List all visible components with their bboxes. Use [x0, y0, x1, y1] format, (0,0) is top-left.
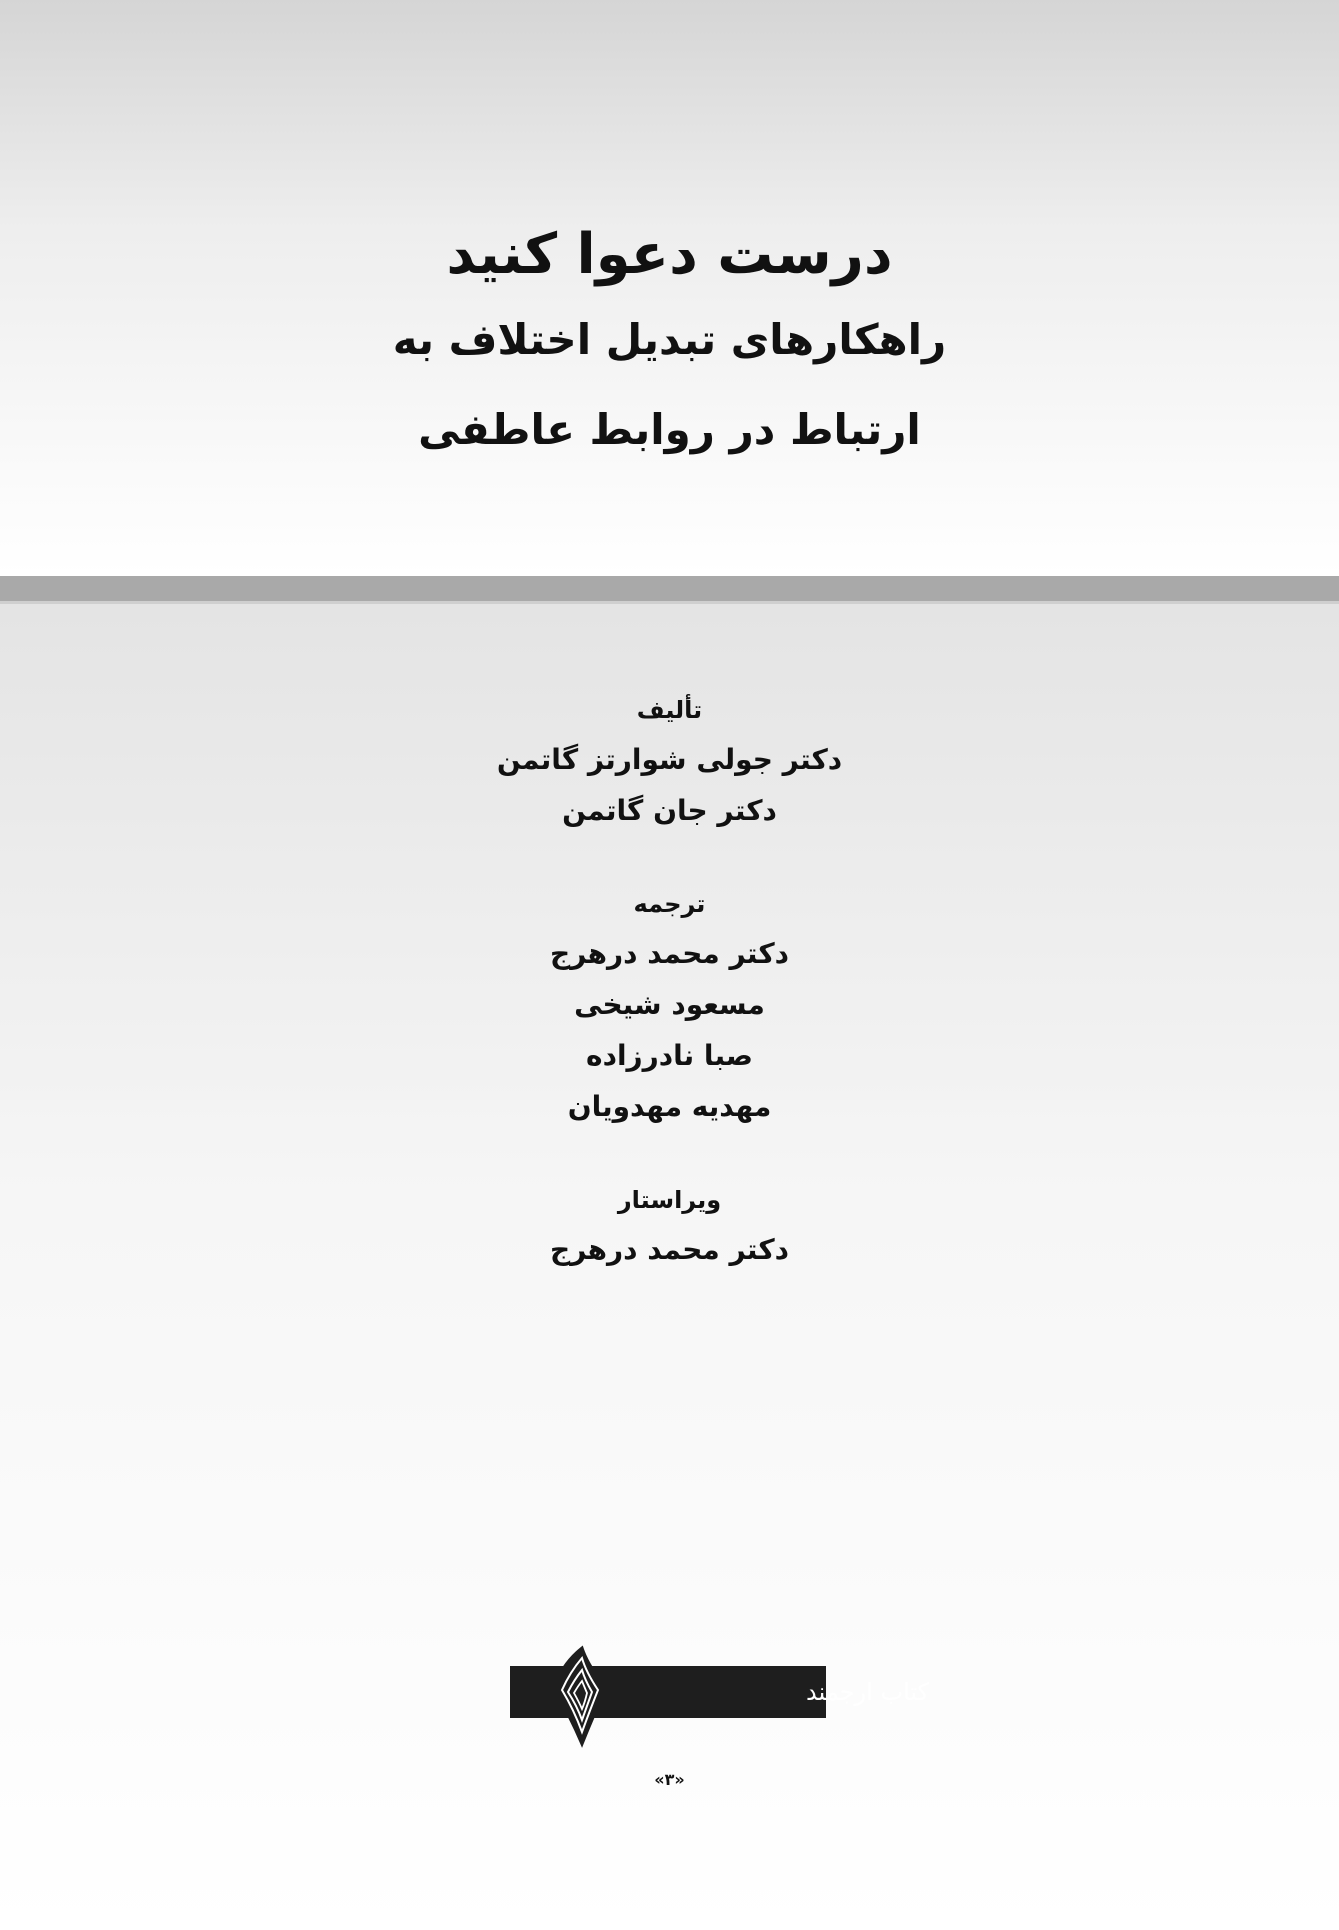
translators-group [0, 884, 1339, 1132]
page-number: «۳» [654, 1770, 685, 1789]
translators-label: ترجمه [633, 890, 706, 918]
credits [0, 690, 1339, 1323]
book-subtitle-line-2: ارتباط در روابط عاطفی [418, 405, 921, 454]
translator-name: مهدیه مهدویان [567, 1090, 772, 1123]
publisher-logo [510, 1636, 930, 1758]
editor-label: ویراستار [617, 1186, 722, 1214]
book-subtitle-line-1: راهکارهای تبدیل اختلاف به [392, 315, 947, 364]
book-emblem-icon [554, 1648, 606, 1744]
editor-group [0, 1180, 1339, 1275]
authors-label: تألیف [636, 696, 703, 724]
book-title: درست دعوا کنید [446, 222, 893, 287]
title-block [0, 215, 1339, 475]
author-name: دکتر جولی شوارتز گاتمن [496, 743, 843, 776]
divider-bar [0, 576, 1339, 601]
translator-name: مسعود شیخی [574, 988, 765, 1021]
author-name: دکتر جان گاتمن [562, 794, 777, 827]
translator-name: دکتر محمد درهرج [550, 937, 789, 970]
editor-name: دکتر محمد درهرج [550, 1233, 789, 1266]
translator-name: صبا نادرزاده [586, 1039, 753, 1072]
authors-group [0, 690, 1339, 836]
publisher-name: کتاب ارجمند [806, 1678, 930, 1706]
